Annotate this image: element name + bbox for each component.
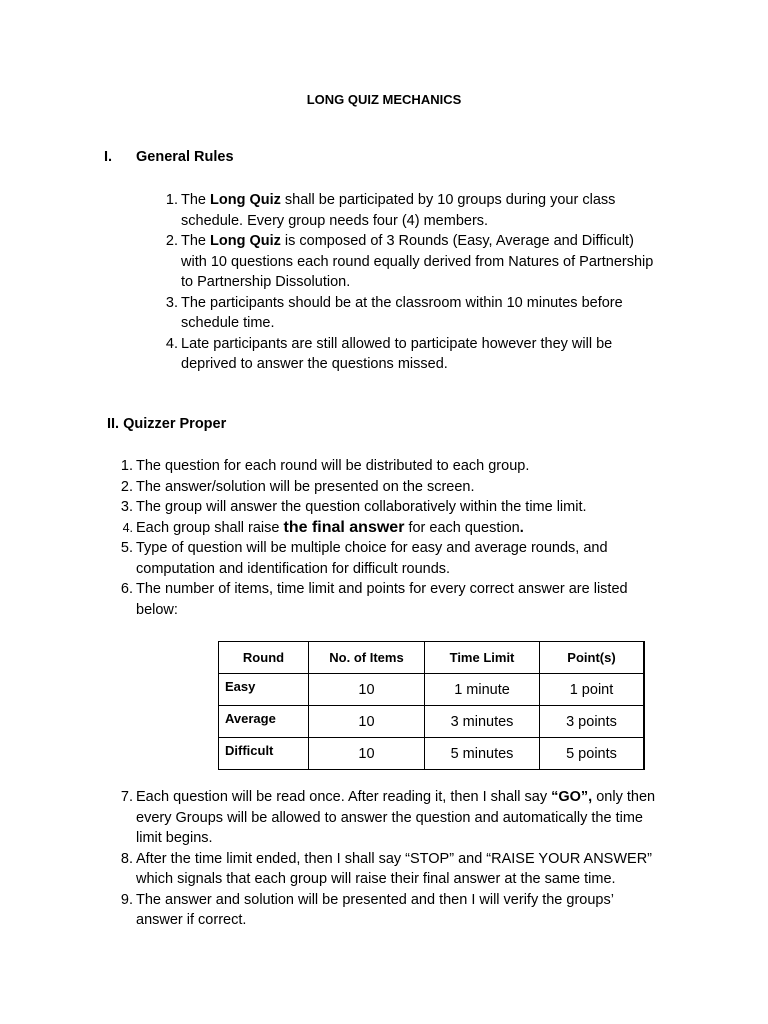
text: every Groups will be allowed to answer the question and automatically the time: [136, 809, 643, 826]
text: below:: [136, 601, 178, 618]
list-number: 4.: [122, 520, 133, 535]
general-rules-list: [165, 190, 681, 375]
table-cell-time: 3 minutes: [425, 706, 540, 738]
list-number: 9.: [120, 891, 133, 908]
text: which signals that each group will raise their final answer at the same time.: [136, 871, 616, 887]
table-cell-time: 1 minute: [425, 674, 540, 706]
text: shall be participated by 10 groups during your class: [280, 192, 616, 208]
list-item: [165, 190, 681, 231]
text: limit begins.: [136, 830, 213, 846]
list-item: [120, 579, 666, 620]
table-cell-round: Difficult: [219, 738, 309, 770]
list-number: 1.: [120, 458, 133, 474]
section-1-number: I.: [104, 149, 113, 165]
text: The answer and solution will be presented and then I will verify the groups’: [136, 891, 614, 908]
text: answer if correct.: [136, 912, 247, 928]
table-header-cell: Time Limit: [425, 642, 540, 674]
text: deprived to answer the questions missed.: [181, 356, 448, 372]
bold-text: the final answer: [283, 518, 405, 536]
text: Type of question will be multiple choice for easy and average rounds, and: [136, 540, 608, 556]
table-cell-points: 1 point: [540, 674, 645, 706]
bold-text: Long Quiz: [210, 233, 281, 249]
table-cell-points: 3 points: [540, 706, 645, 738]
text: The number of items, time limit and points for every correct answer are listed: [136, 581, 628, 597]
list-number: 5.: [120, 540, 133, 556]
section-1-title: General Rules: [136, 149, 234, 165]
list-item: [120, 456, 666, 477]
list-item: [165, 231, 681, 293]
table-header-cell: Round: [219, 642, 309, 674]
list-item: [120, 849, 681, 890]
list-number: 8.: [120, 850, 133, 867]
list-number: 7.: [120, 789, 133, 805]
text: The group will answer the question collaboratively within the time limit.: [136, 499, 587, 515]
table-row: [219, 706, 645, 738]
text: Late participants are still allowed to participate however they will be: [181, 335, 613, 352]
table-cell-time: 5 minutes: [425, 738, 540, 770]
list-item: [122, 518, 666, 539]
table-cell-points: 5 points: [540, 738, 645, 770]
text: Each question will be read once. After reading it, then I shall say: [136, 789, 552, 805]
text: to Partnership Dissolution.: [181, 274, 351, 290]
list-number: 4.: [165, 335, 178, 352]
bold-text: “GO”,: [551, 789, 593, 805]
table-header-row: [219, 642, 645, 674]
text: schedule time.: [181, 315, 275, 331]
text: computation and identification for difficult rounds.: [136, 560, 451, 577]
list-number: 3.: [120, 499, 133, 515]
list-item: [120, 890, 681, 931]
table-cell-items: 10: [309, 738, 425, 770]
section-1-heading: [104, 149, 234, 165]
text: is composed of 3 Rounds (Easy, Average and Difficult): [280, 233, 634, 249]
list-item: [120, 477, 666, 498]
section-2-heading: II. Quizzer Proper: [107, 416, 227, 432]
quizzer-proper-list-continued: [120, 787, 681, 931]
document-title: LONG QUIZ MECHANICS: [306, 92, 462, 107]
list-item: [165, 334, 681, 375]
table-header-cell: No. of Items: [309, 642, 425, 674]
list-item: [120, 497, 666, 518]
list-number: 1.: [165, 192, 178, 208]
text: only then: [592, 789, 656, 805]
text: with 10 questions each round equally derived from Natures of Partnership: [181, 253, 654, 270]
list-number: 2.: [120, 478, 133, 495]
table-row: [219, 738, 645, 770]
table-row: [219, 674, 645, 706]
text: After the time limit ended, then I shall say “STOP” and “RAISE YOUR ANSWER”: [136, 850, 653, 867]
text: The: [181, 233, 211, 249]
text: schedule. Every group needs four (4) members.: [181, 212, 489, 229]
bold-text: Long Quiz: [210, 192, 281, 208]
table-cell-round: Average: [219, 706, 309, 738]
text: The: [181, 192, 211, 208]
text: Each group shall raise: [136, 519, 284, 536]
list-number: 3.: [165, 294, 178, 311]
bold-text: .: [519, 519, 524, 536]
table-cell-items: 10: [309, 706, 425, 738]
text: The answer/solution will be presented on the screen.: [136, 478, 475, 495]
list-number: 6.: [120, 581, 133, 597]
list-item: [120, 538, 666, 579]
list-number: 2.: [165, 233, 178, 249]
table-header-cell: Point(s): [540, 642, 645, 674]
text: The question for each round will be distributed to each group.: [136, 458, 530, 474]
rounds-table: [218, 641, 645, 770]
text: for each question: [404, 519, 520, 536]
text: The participants should be at the classroom within 10 minutes before: [181, 294, 623, 311]
table-cell-round: Easy: [219, 674, 309, 706]
quizzer-proper-list: [120, 456, 666, 620]
table-cell-items: 10: [309, 674, 425, 706]
list-item: [120, 787, 681, 849]
list-item: [165, 293, 681, 334]
